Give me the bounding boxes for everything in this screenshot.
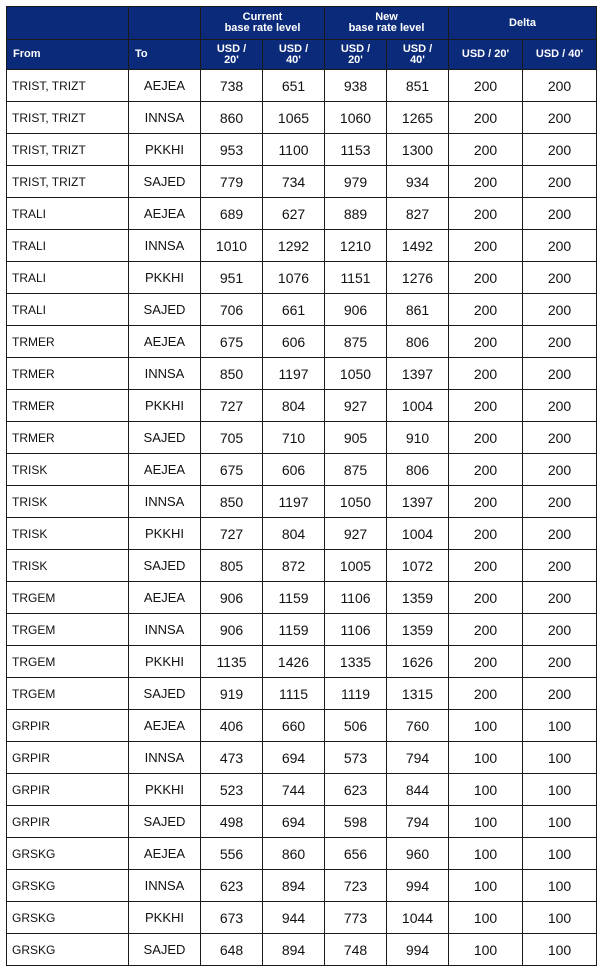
cell-delta-usd40: 200	[523, 134, 597, 166]
cell-current-usd20: 727	[201, 518, 263, 550]
cell-current-usd40: 660	[263, 710, 325, 742]
cell-from: TRISK	[7, 518, 129, 550]
cell-delta-usd20: 200	[449, 326, 523, 358]
cell-delta-usd40: 200	[523, 102, 597, 134]
cell-current-usd40: 1159	[263, 614, 325, 646]
cell-delta-usd40: 100	[523, 902, 597, 934]
cell-to: SAJED	[129, 422, 201, 454]
cell-new-usd40: 960	[387, 838, 449, 870]
cell-to: PKKHI	[129, 134, 201, 166]
table-row	[7, 646, 597, 678]
cell-new-usd20: 905	[325, 422, 387, 454]
cell-from: TRGEM	[7, 678, 129, 710]
cell-current-usd40: 1115	[263, 678, 325, 710]
cell-to: PKKHI	[129, 390, 201, 422]
cell-delta-usd20: 200	[449, 646, 523, 678]
cell-to: AEJEA	[129, 70, 201, 102]
cell-delta-usd40: 200	[523, 518, 597, 550]
header-current-usd40-line2: 40'	[286, 53, 301, 66]
cell-new-usd20: 1151	[325, 262, 387, 294]
rate-table	[6, 6, 597, 966]
cell-new-usd20: 1210	[325, 230, 387, 262]
cell-new-usd20: 1060	[325, 102, 387, 134]
cell-from: TRISK	[7, 454, 129, 486]
cell-current-usd20: 556	[201, 838, 263, 870]
cell-current-usd20: 689	[201, 198, 263, 230]
table-body	[7, 70, 597, 966]
cell-current-usd40: 606	[263, 454, 325, 486]
cell-current-usd20: 1135	[201, 646, 263, 678]
table-row	[7, 262, 597, 294]
cell-new-usd40: 827	[387, 198, 449, 230]
header-current-usd20-line2: 20'	[224, 53, 239, 66]
rate-table-container	[6, 6, 597, 966]
cell-to: INNSA	[129, 230, 201, 262]
cell-from: TRIST, TRIZT	[7, 102, 129, 134]
cell-new-usd20: 773	[325, 902, 387, 934]
cell-delta-usd40: 100	[523, 838, 597, 870]
cell-current-usd20: 951	[201, 262, 263, 294]
table-row	[7, 774, 597, 806]
cell-delta-usd40: 100	[523, 742, 597, 774]
cell-delta-usd20: 200	[449, 358, 523, 390]
cell-new-usd20: 748	[325, 934, 387, 966]
cell-from: TRGEM	[7, 582, 129, 614]
cell-current-usd20: 953	[201, 134, 263, 166]
header-delta-usd40: USD / 40'	[523, 40, 597, 70]
cell-current-usd40: 627	[263, 198, 325, 230]
cell-delta-usd40: 100	[523, 934, 597, 966]
cell-delta-usd20: 200	[449, 198, 523, 230]
cell-delta-usd20: 200	[449, 518, 523, 550]
cell-new-usd40: 1359	[387, 582, 449, 614]
header-new-usd40-line1: USD /	[402, 42, 433, 55]
cell-delta-usd20: 200	[449, 230, 523, 262]
cell-from: TRIST, TRIZT	[7, 134, 129, 166]
cell-delta-usd20: 200	[449, 454, 523, 486]
cell-to: AEJEA	[129, 838, 201, 870]
cell-delta-usd40: 200	[523, 550, 597, 582]
cell-new-usd20: 1106	[325, 614, 387, 646]
cell-new-usd40: 851	[387, 70, 449, 102]
cell-current-usd40: 804	[263, 518, 325, 550]
cell-new-usd40: 1359	[387, 614, 449, 646]
cell-to: PKKHI	[129, 774, 201, 806]
table-row	[7, 934, 597, 966]
cell-to: INNSA	[129, 358, 201, 390]
cell-current-usd20: 473	[201, 742, 263, 774]
cell-new-usd20: 1106	[325, 582, 387, 614]
table-row	[7, 838, 597, 870]
cell-current-usd20: 727	[201, 390, 263, 422]
cell-delta-usd20: 200	[449, 102, 523, 134]
header-current-line1: Current	[242, 11, 283, 23]
cell-from: TRIST, TRIZT	[7, 70, 129, 102]
cell-current-usd20: 805	[201, 550, 263, 582]
cell-new-usd20: 1050	[325, 358, 387, 390]
cell-current-usd40: 872	[263, 550, 325, 582]
cell-delta-usd20: 100	[449, 838, 523, 870]
header-delta-usd20: USD / 20'	[449, 40, 523, 70]
header-from: From	[7, 40, 129, 70]
cell-to: INNSA	[129, 486, 201, 518]
header-to: To	[129, 40, 201, 70]
cell-current-usd40: 894	[263, 870, 325, 902]
cell-to: SAJED	[129, 934, 201, 966]
cell-delta-usd20: 200	[449, 294, 523, 326]
cell-current-usd20: 675	[201, 326, 263, 358]
cell-from: GRSKG	[7, 870, 129, 902]
header-blank-to	[129, 7, 201, 40]
header-row-columns	[7, 40, 597, 70]
cell-delta-usd40: 200	[523, 198, 597, 230]
cell-new-usd40: 1004	[387, 518, 449, 550]
cell-to: AEJEA	[129, 582, 201, 614]
table-row	[7, 486, 597, 518]
cell-new-usd40: 1626	[387, 646, 449, 678]
cell-delta-usd20: 200	[449, 134, 523, 166]
cell-current-usd20: 498	[201, 806, 263, 838]
cell-new-usd20: 723	[325, 870, 387, 902]
cell-current-usd40: 860	[263, 838, 325, 870]
cell-from: TRMER	[7, 326, 129, 358]
cell-from: TRIST, TRIZT	[7, 166, 129, 198]
cell-new-usd40: 760	[387, 710, 449, 742]
cell-current-usd40: 744	[263, 774, 325, 806]
cell-new-usd20: 1335	[325, 646, 387, 678]
cell-current-usd20: 673	[201, 902, 263, 934]
table-row	[7, 230, 597, 262]
cell-delta-usd40: 200	[523, 422, 597, 454]
cell-delta-usd40: 200	[523, 390, 597, 422]
cell-delta-usd40: 200	[523, 614, 597, 646]
cell-delta-usd40: 200	[523, 358, 597, 390]
cell-current-usd20: 706	[201, 294, 263, 326]
cell-delta-usd20: 100	[449, 742, 523, 774]
cell-current-usd40: 694	[263, 806, 325, 838]
cell-delta-usd20: 200	[449, 486, 523, 518]
cell-delta-usd40: 200	[523, 646, 597, 678]
cell-current-usd40: 1197	[263, 486, 325, 518]
table-row	[7, 134, 597, 166]
cell-from: TRGEM	[7, 646, 129, 678]
cell-from: TRMER	[7, 422, 129, 454]
header-new-line1: New	[375, 11, 398, 23]
cell-current-usd40: 1076	[263, 262, 325, 294]
cell-new-usd20: 1050	[325, 486, 387, 518]
cell-current-usd20: 1010	[201, 230, 263, 262]
cell-current-usd40: 944	[263, 902, 325, 934]
cell-current-usd40: 1159	[263, 582, 325, 614]
cell-new-usd40: 1276	[387, 262, 449, 294]
cell-current-usd40: 1065	[263, 102, 325, 134]
header-row-groups	[7, 7, 597, 40]
table-row	[7, 326, 597, 358]
cell-delta-usd40: 200	[523, 454, 597, 486]
cell-to: PKKHI	[129, 262, 201, 294]
cell-new-usd20: 927	[325, 518, 387, 550]
table-row	[7, 902, 597, 934]
cell-current-usd20: 648	[201, 934, 263, 966]
cell-to: SAJED	[129, 550, 201, 582]
cell-new-usd40: 994	[387, 934, 449, 966]
cell-to: SAJED	[129, 678, 201, 710]
cell-delta-usd20: 100	[449, 934, 523, 966]
cell-delta-usd20: 200	[449, 70, 523, 102]
cell-from: TRALI	[7, 294, 129, 326]
cell-from: GRSKG	[7, 838, 129, 870]
cell-to: SAJED	[129, 166, 201, 198]
cell-new-usd20: 1153	[325, 134, 387, 166]
cell-current-usd40: 1197	[263, 358, 325, 390]
cell-to: INNSA	[129, 742, 201, 774]
cell-delta-usd20: 200	[449, 614, 523, 646]
header-blank-from	[7, 7, 129, 40]
cell-to: SAJED	[129, 806, 201, 838]
cell-delta-usd40: 200	[523, 486, 597, 518]
cell-current-usd40: 1426	[263, 646, 325, 678]
cell-current-usd40: 1100	[263, 134, 325, 166]
cell-delta-usd40: 100	[523, 806, 597, 838]
header-new-group	[325, 7, 449, 40]
cell-to: INNSA	[129, 870, 201, 902]
cell-new-usd20: 889	[325, 198, 387, 230]
cell-new-usd40: 1004	[387, 390, 449, 422]
cell-current-usd40: 1292	[263, 230, 325, 262]
cell-delta-usd40: 200	[523, 582, 597, 614]
cell-current-usd40: 661	[263, 294, 325, 326]
cell-new-usd20: 1005	[325, 550, 387, 582]
cell-new-usd20: 506	[325, 710, 387, 742]
cell-current-usd40: 734	[263, 166, 325, 198]
cell-delta-usd40: 100	[523, 870, 597, 902]
cell-delta-usd20: 200	[449, 390, 523, 422]
cell-new-usd20: 938	[325, 70, 387, 102]
table-row	[7, 422, 597, 454]
cell-to: INNSA	[129, 102, 201, 134]
cell-current-usd40: 894	[263, 934, 325, 966]
cell-new-usd20: 875	[325, 454, 387, 486]
cell-new-usd20: 1119	[325, 678, 387, 710]
cell-current-usd20: 705	[201, 422, 263, 454]
cell-new-usd40: 806	[387, 326, 449, 358]
header-current-usd40	[263, 40, 325, 70]
cell-current-usd20: 675	[201, 454, 263, 486]
cell-to: SAJED	[129, 294, 201, 326]
cell-to: AEJEA	[129, 710, 201, 742]
header-current-usd20	[201, 40, 263, 70]
cell-new-usd40: 794	[387, 806, 449, 838]
table-row	[7, 166, 597, 198]
cell-from: GRPIR	[7, 742, 129, 774]
cell-current-usd20: 906	[201, 582, 263, 614]
cell-from: TRALI	[7, 198, 129, 230]
cell-delta-usd20: 200	[449, 582, 523, 614]
cell-delta-usd40: 200	[523, 230, 597, 262]
cell-to: PKKHI	[129, 902, 201, 934]
cell-current-usd40: 694	[263, 742, 325, 774]
header-new-usd20	[325, 40, 387, 70]
header-delta-group: Delta	[449, 7, 597, 40]
cell-delta-usd20: 100	[449, 710, 523, 742]
cell-to: INNSA	[129, 614, 201, 646]
header-new-usd20-line2: 20'	[348, 53, 363, 66]
table-row	[7, 454, 597, 486]
cell-from: TRGEM	[7, 614, 129, 646]
cell-current-usd40: 804	[263, 390, 325, 422]
table-row	[7, 582, 597, 614]
cell-delta-usd20: 100	[449, 902, 523, 934]
cell-delta-usd20: 200	[449, 678, 523, 710]
cell-new-usd20: 906	[325, 294, 387, 326]
table-row	[7, 870, 597, 902]
cell-new-usd20: 656	[325, 838, 387, 870]
cell-current-usd20: 850	[201, 486, 263, 518]
table-row	[7, 742, 597, 774]
cell-new-usd40: 844	[387, 774, 449, 806]
table-row	[7, 614, 597, 646]
table-row	[7, 710, 597, 742]
cell-to: AEJEA	[129, 198, 201, 230]
cell-current-usd20: 919	[201, 678, 263, 710]
table-header	[7, 7, 597, 70]
cell-current-usd20: 523	[201, 774, 263, 806]
cell-delta-usd20: 100	[449, 774, 523, 806]
table-row	[7, 550, 597, 582]
table-row	[7, 678, 597, 710]
cell-current-usd20: 779	[201, 166, 263, 198]
cell-new-usd20: 927	[325, 390, 387, 422]
cell-new-usd20: 598	[325, 806, 387, 838]
cell-delta-usd40: 200	[523, 70, 597, 102]
cell-delta-usd40: 100	[523, 774, 597, 806]
cell-from: TRMER	[7, 390, 129, 422]
header-current-usd40-line1: USD /	[278, 42, 309, 55]
cell-from: TRISK	[7, 550, 129, 582]
cell-delta-usd20: 200	[449, 262, 523, 294]
cell-to: AEJEA	[129, 326, 201, 358]
table-row	[7, 294, 597, 326]
cell-delta-usd20: 200	[449, 422, 523, 454]
table-row	[7, 518, 597, 550]
cell-current-usd40: 710	[263, 422, 325, 454]
cell-new-usd40: 1315	[387, 678, 449, 710]
cell-new-usd20: 623	[325, 774, 387, 806]
cell-delta-usd20: 100	[449, 806, 523, 838]
table-row	[7, 390, 597, 422]
cell-to: PKKHI	[129, 518, 201, 550]
cell-new-usd40: 794	[387, 742, 449, 774]
cell-new-usd40: 1397	[387, 486, 449, 518]
header-current-line2: base rate level	[224, 22, 301, 34]
cell-new-usd40: 861	[387, 294, 449, 326]
cell-new-usd20: 573	[325, 742, 387, 774]
table-row	[7, 358, 597, 390]
cell-new-usd40: 1265	[387, 102, 449, 134]
table-row	[7, 70, 597, 102]
cell-current-usd40: 606	[263, 326, 325, 358]
cell-to: PKKHI	[129, 646, 201, 678]
cell-delta-usd40: 200	[523, 262, 597, 294]
cell-to: AEJEA	[129, 454, 201, 486]
cell-new-usd40: 1492	[387, 230, 449, 262]
header-new-usd20-line1: USD /	[340, 42, 371, 55]
cell-delta-usd40: 200	[523, 678, 597, 710]
cell-new-usd40: 1300	[387, 134, 449, 166]
cell-new-usd40: 806	[387, 454, 449, 486]
cell-new-usd40: 1397	[387, 358, 449, 390]
cell-new-usd20: 979	[325, 166, 387, 198]
cell-delta-usd40: 200	[523, 166, 597, 198]
cell-from: TRISK	[7, 486, 129, 518]
table-row	[7, 806, 597, 838]
cell-new-usd20: 875	[325, 326, 387, 358]
cell-from: GRPIR	[7, 710, 129, 742]
header-new-line2: base rate level	[348, 22, 425, 34]
cell-delta-usd40: 100	[523, 710, 597, 742]
table-row	[7, 198, 597, 230]
cell-delta-usd40: 200	[523, 326, 597, 358]
cell-current-usd20: 850	[201, 358, 263, 390]
cell-from: GRPIR	[7, 806, 129, 838]
cell-from: GRSKG	[7, 902, 129, 934]
cell-delta-usd20: 100	[449, 870, 523, 902]
cell-new-usd40: 934	[387, 166, 449, 198]
cell-current-usd20: 906	[201, 614, 263, 646]
cell-new-usd40: 1044	[387, 902, 449, 934]
cell-current-usd20: 406	[201, 710, 263, 742]
cell-new-usd40: 910	[387, 422, 449, 454]
table-row	[7, 102, 597, 134]
cell-delta-usd20: 200	[449, 166, 523, 198]
cell-delta-usd40: 200	[523, 294, 597, 326]
cell-from: TRMER	[7, 358, 129, 390]
cell-new-usd40: 1072	[387, 550, 449, 582]
cell-current-usd20: 623	[201, 870, 263, 902]
cell-current-usd20: 860	[201, 102, 263, 134]
cell-current-usd40: 651	[263, 70, 325, 102]
cell-delta-usd20: 200	[449, 550, 523, 582]
cell-from: TRALI	[7, 262, 129, 294]
header-new-usd40	[387, 40, 449, 70]
cell-from: TRALI	[7, 230, 129, 262]
cell-from: GRSKG	[7, 934, 129, 966]
header-new-usd40-line2: 40'	[410, 53, 425, 66]
cell-new-usd40: 994	[387, 870, 449, 902]
cell-current-usd20: 738	[201, 70, 263, 102]
cell-from: GRPIR	[7, 774, 129, 806]
header-current-usd20-line1: USD /	[216, 42, 247, 55]
header-current-group	[201, 7, 325, 40]
